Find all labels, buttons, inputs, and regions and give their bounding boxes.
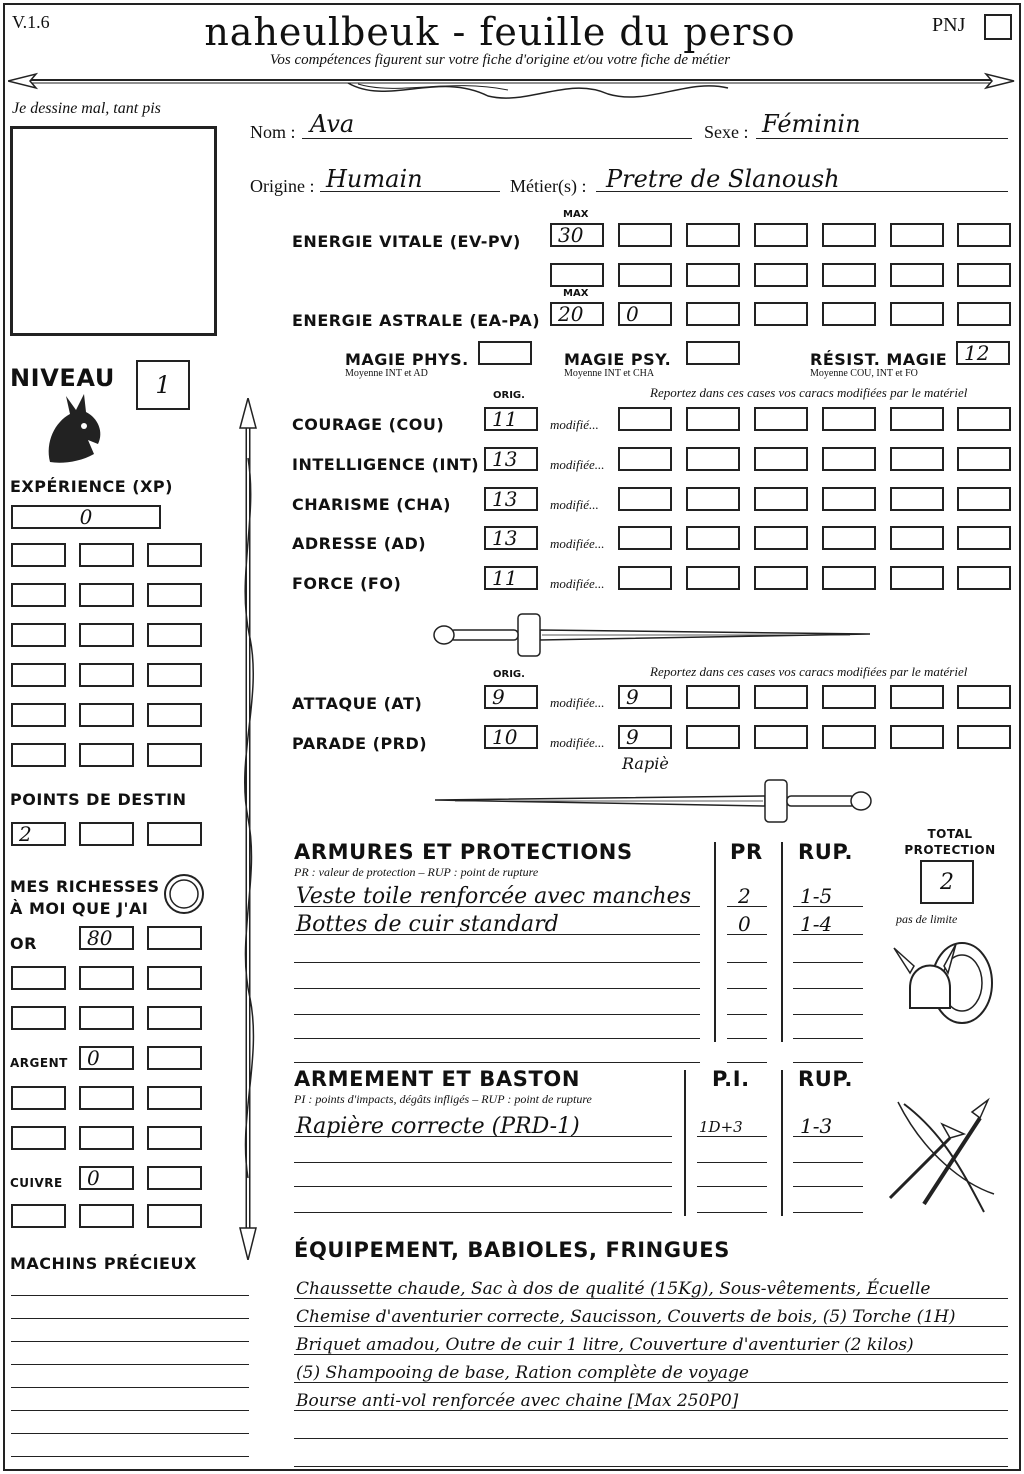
version-label: V.1.6 xyxy=(12,12,50,32)
stat-orig-1[interactable]: 13 xyxy=(484,447,538,471)
combat-mod-box-1-1[interactable] xyxy=(686,725,740,749)
armor-divider-1 xyxy=(714,842,716,1042)
stat-mod-box-3-0[interactable] xyxy=(618,526,672,550)
ev-box-0-0[interactable]: 30 xyxy=(550,223,604,247)
ea-box-5[interactable] xyxy=(890,302,944,326)
weapon-pi-line-2 xyxy=(697,1186,767,1187)
armor-title: ARMURES ET PROTECTIONS xyxy=(294,840,633,864)
weapons-rup-label: RUP. xyxy=(798,1067,854,1091)
armor-item-pr-1[interactable]: 0 xyxy=(738,912,751,936)
stat-mod-box-4-4[interactable] xyxy=(890,566,944,590)
money-box-7-0[interactable] xyxy=(11,1204,66,1228)
combat-mod-box-0-5[interactable] xyxy=(957,685,1011,709)
machins-label: MACHINS PRÉCIEUX xyxy=(10,1254,197,1273)
portrait-box[interactable] xyxy=(10,126,217,336)
stat-mod-box-1-5[interactable] xyxy=(957,447,1011,471)
stat-mod-box-3-3[interactable] xyxy=(822,526,876,550)
portrait-caption: Je dessine mal, tant pis xyxy=(12,100,161,117)
money-box-7-2[interactable] xyxy=(147,1204,202,1228)
ev-box-0-4[interactable] xyxy=(822,223,876,247)
money-box-5-2[interactable] xyxy=(147,1126,202,1150)
stat-mod-box-3-4[interactable] xyxy=(890,526,944,550)
combat-weapon-note: Rapiè xyxy=(622,754,669,773)
spear-icon xyxy=(228,398,268,1260)
stat-mod-box-2-0[interactable] xyxy=(618,487,672,511)
weapons-sub: PI : points d'impacts, dégâts infligés – RUP : point de rupture xyxy=(294,1092,592,1106)
money-box-7-1[interactable] xyxy=(79,1204,134,1228)
equip-text-4: Bourse anti-vol renforcée avec chaine [Max 250P0] xyxy=(296,1391,739,1411)
destin-box-3[interactable] xyxy=(147,822,202,846)
weapon-rup-line-1 xyxy=(793,1162,863,1163)
armor-pr-line-3 xyxy=(727,988,767,989)
equip-text-0: Chaussette chaude, Sac à dos de qualité (15Kg), Sous-vêtements, Écuelle xyxy=(296,1279,931,1299)
ea-box-0[interactable]: 20 xyxy=(550,302,604,326)
money-box-5-0[interactable] xyxy=(11,1126,66,1150)
armor-pr-label: PR xyxy=(730,840,763,864)
machins-line-0[interactable] xyxy=(11,1295,249,1296)
equip-text-3: (5) Shampooing de base, Ration complète de voyage xyxy=(296,1363,749,1383)
helmet-shield-icon xyxy=(890,928,1000,1028)
armor-item-name-1[interactable]: Bottes de cuir standard xyxy=(296,912,559,937)
money-box-4-1[interactable] xyxy=(79,1086,134,1110)
stat-mod-box-4-5[interactable] xyxy=(957,566,1011,590)
combat-mod-label-0: modifiée... xyxy=(550,695,605,710)
stat-mod-box-2-4[interactable] xyxy=(890,487,944,511)
armor-item-rup-1[interactable]: 1-4 xyxy=(800,912,833,936)
money-box-1-2[interactable] xyxy=(147,966,202,990)
xp-grid-box-5-2[interactable] xyxy=(147,743,202,767)
destin-box[interactable]: 2 xyxy=(11,822,66,846)
stat-mod-label-1: modifiée... xyxy=(550,457,605,472)
weapons-title: ARMEMENT ET BASTON xyxy=(294,1067,581,1091)
stat-mod-box-3-5[interactable] xyxy=(957,526,1011,550)
armor-rup-line-4 xyxy=(793,1014,863,1015)
xp-label: EXPÉRIENCE (XP) xyxy=(10,477,173,496)
origine-value[interactable]: Humain xyxy=(326,165,423,193)
armor-item-pr-0[interactable]: 2 xyxy=(738,884,751,908)
money-box-1-0[interactable] xyxy=(11,966,66,990)
sexe-line xyxy=(756,138,1008,139)
weapon-rup-line-3 xyxy=(793,1212,863,1213)
resist-magie-box[interactable]: 12 xyxy=(956,341,1010,365)
pnj-checkbox[interactable] xyxy=(984,14,1012,40)
xp-grid-box-5-1[interactable] xyxy=(79,743,134,767)
no-limit-label: pas de limite xyxy=(896,912,958,926)
stat-orig-2[interactable]: 13 xyxy=(484,487,538,511)
niveau-box[interactable]: 1 xyxy=(136,360,190,410)
magie-psy-sub: Moyenne INT et CHA xyxy=(564,368,655,379)
nom-label: Nom : xyxy=(250,122,296,142)
ea-box-1[interactable]: 0 xyxy=(618,302,672,326)
stat-mod-box-0-3[interactable] xyxy=(822,407,876,431)
xp-grid-box-4-2[interactable] xyxy=(147,703,202,727)
combat-orig-0[interactable]: 9 xyxy=(484,685,538,709)
combat-label-0: ATTAQUE (AT) xyxy=(292,694,423,713)
xp-grid-box-2-2[interactable] xyxy=(147,623,202,647)
stat-orig-3[interactable]: 13 xyxy=(484,526,538,550)
money-box-2-0[interactable] xyxy=(11,1006,66,1030)
weapons-divider-1 xyxy=(684,1070,686,1216)
nom-value[interactable]: Ava xyxy=(310,110,355,138)
armor-line-2 xyxy=(294,962,700,963)
stat-mod-box-4-2[interactable] xyxy=(754,566,808,590)
stat-mod-box-1-0[interactable] xyxy=(618,447,672,471)
stat-mod-box-2-3[interactable] xyxy=(822,487,876,511)
stat-label-4: FORCE (FO) xyxy=(292,574,402,593)
magie-phys-box[interactable] xyxy=(478,341,532,365)
armor-line-6 xyxy=(294,1062,700,1063)
magie-phys-sub: Moyenne INT et AD xyxy=(345,368,428,379)
sexe-value[interactable]: Féminin xyxy=(762,110,861,138)
armor-line-5 xyxy=(294,1038,700,1039)
resist-magie-sub: Moyenne COU, INT et FO xyxy=(810,368,918,379)
armor-rup-line-3 xyxy=(793,988,863,989)
stat-label-3: ADRESSE (AD) xyxy=(292,534,427,553)
nom-line xyxy=(302,138,692,139)
stat-mod-box-4-1[interactable] xyxy=(686,566,740,590)
weapons-icon xyxy=(884,1094,1006,1218)
sword-icon xyxy=(430,612,875,658)
stat-mod-box-4-0[interactable] xyxy=(618,566,672,590)
armor-divider-2 xyxy=(781,842,783,1042)
sword-icon-2 xyxy=(430,778,875,824)
stat-label-1: INTELLIGENCE (INT) xyxy=(292,455,480,474)
metier-label: Métier(s) : xyxy=(510,176,587,196)
armor-line-4 xyxy=(294,1014,700,1015)
stat-mod-box-0-4[interactable] xyxy=(890,407,944,431)
money-box-5-1[interactable] xyxy=(79,1126,134,1150)
money-box-4-0[interactable] xyxy=(11,1086,66,1110)
stat-label-0: COURAGE (COU) xyxy=(292,415,445,434)
stat-mod-box-1-1[interactable] xyxy=(686,447,740,471)
xp-grid-box-4-1[interactable] xyxy=(79,703,134,727)
ea-box-4[interactable] xyxy=(822,302,876,326)
combat-orig-1[interactable]: 10 xyxy=(484,725,538,749)
armor-pr-line-4 xyxy=(727,1014,767,1015)
combat-orig-label: ORIG. xyxy=(493,669,525,680)
stat-mod-box-0-0[interactable] xyxy=(618,407,672,431)
machins-line-5[interactable] xyxy=(11,1410,249,1411)
armor-pr-line-6 xyxy=(727,1062,767,1063)
money-box-3-2[interactable] xyxy=(147,1046,202,1070)
xp-grid-box-0-1[interactable] xyxy=(79,543,134,567)
argent-label: ARGENT xyxy=(10,1056,68,1070)
xp-grid-box-4-0[interactable] xyxy=(11,703,66,727)
total-protection-label: TOTAL PROTECTION xyxy=(904,827,996,857)
armor-rup-line-5 xyxy=(793,1038,863,1039)
richesses-label: MES RICHESSES À MOI QUE J'AI xyxy=(10,877,160,918)
total-protection-box[interactable]: 2 xyxy=(920,860,974,904)
dragon-icon xyxy=(40,392,106,466)
armor-rup-line-2 xyxy=(793,962,863,963)
ea-label: ENERGIE ASTRALE (EA-PA) xyxy=(292,311,541,330)
armor-pr-line-5 xyxy=(727,1038,767,1039)
stat-orig-4[interactable]: 11 xyxy=(484,566,538,590)
machins-line-4[interactable] xyxy=(11,1387,249,1388)
stat-mod-box-0-2[interactable] xyxy=(754,407,808,431)
destin-label: POINTS DE DESTIN xyxy=(10,790,187,809)
weapon-line-3 xyxy=(294,1212,672,1213)
ev-box-0-2[interactable] xyxy=(686,223,740,247)
ea-box-6[interactable] xyxy=(957,302,1011,326)
combat-mod-box-0-1[interactable] xyxy=(686,685,740,709)
ev-box-1-3[interactable] xyxy=(754,263,808,287)
cuivre-label: CUIVRE xyxy=(10,1176,63,1190)
resist-magie-label: RÉSIST. MAGIE xyxy=(810,350,948,369)
stat-mod-box-3-2[interactable] xyxy=(754,526,808,550)
stat-mod-label-2: modifié... xyxy=(550,497,599,512)
stat-mod-box-0-5[interactable] xyxy=(957,407,1011,431)
magie-phys-label: MAGIE PHYS. xyxy=(345,350,469,369)
armor-line-3 xyxy=(294,988,700,989)
stat-mod-box-2-5[interactable] xyxy=(957,487,1011,511)
orig-label: ORIG. xyxy=(493,390,525,401)
page-title: naheulbeuk - feuille du perso xyxy=(204,10,796,54)
combat-mod-box-1-0[interactable]: 9 xyxy=(618,725,672,749)
stat-mod-box-3-1[interactable] xyxy=(686,526,740,550)
machins-line-2[interactable] xyxy=(11,1341,249,1342)
weapons-divider-2 xyxy=(781,1070,783,1216)
xp-grid-box-1-1[interactable] xyxy=(79,583,134,607)
destin-box-2[interactable] xyxy=(79,822,134,846)
armor-rup-line-6 xyxy=(793,1062,863,1063)
ea-max-label: MAX xyxy=(563,288,589,299)
magie-psy-box[interactable] xyxy=(686,341,740,365)
money-box-2-1[interactable] xyxy=(79,1006,134,1030)
ea-box-2[interactable] xyxy=(686,302,740,326)
money-box-6-1[interactable]: 0 xyxy=(79,1166,134,1190)
weapons-pi-label: P.I. xyxy=(712,1067,750,1091)
xp-grid-box-0-2[interactable] xyxy=(147,543,202,567)
money-box-0-2[interactable] xyxy=(147,926,202,950)
combat-mod-box-0-4[interactable] xyxy=(890,685,944,709)
xp-grid-box-0-0[interactable] xyxy=(11,543,66,567)
machins-line-6[interactable] xyxy=(11,1433,249,1434)
armor-item-rup-0[interactable]: 1-5 xyxy=(800,884,833,908)
combat-note: Reportez dans ces cases vos caracs modifiées par le matériel xyxy=(650,664,968,679)
machins-line-3[interactable] xyxy=(11,1364,249,1365)
xp-grid-box-1-2[interactable] xyxy=(147,583,202,607)
or-label: OR xyxy=(10,934,37,953)
ev-box-0-5[interactable] xyxy=(890,223,944,247)
armor-item-name-0[interactable]: Veste toile renforcée avec manches xyxy=(296,884,691,909)
equip-line-6[interactable] xyxy=(294,1466,1008,1467)
weapon-pi-line-0 xyxy=(697,1136,767,1137)
xp-grid-box-2-1[interactable] xyxy=(79,623,134,647)
combat-mod-box-0-3[interactable] xyxy=(822,685,876,709)
stat-mod-box-1-2[interactable] xyxy=(754,447,808,471)
machins-line-7[interactable] xyxy=(11,1456,249,1457)
pnj-label: PNJ xyxy=(932,14,966,36)
equipment-title: ÉQUIPEMENT, BABIOLES, FRINGUES xyxy=(294,1238,730,1262)
niveau-label: NIVEAU xyxy=(10,364,115,392)
stat-mod-box-1-3[interactable] xyxy=(822,447,876,471)
stats-note: Reportez dans ces cases vos caracs modifiées par le matériel xyxy=(650,385,968,400)
money-box-3-1[interactable]: 0 xyxy=(79,1046,134,1070)
weapon-line-2 xyxy=(294,1186,672,1187)
xp-grid-box-3-0[interactable] xyxy=(11,663,66,687)
armor-pr-line-2 xyxy=(727,962,767,963)
ea-box-3[interactable] xyxy=(754,302,808,326)
money-box-0-1[interactable]: 80 xyxy=(79,926,134,950)
ev-box-1-4[interactable] xyxy=(822,263,876,287)
ev-max-label: MAX xyxy=(563,209,589,220)
stat-mod-box-2-1[interactable] xyxy=(686,487,740,511)
stat-mod-label-3: modifiée... xyxy=(550,536,605,551)
weapon-pi-line-1 xyxy=(697,1162,767,1163)
ev-box-1-5[interactable] xyxy=(890,263,944,287)
stat-mod-box-2-2[interactable] xyxy=(754,487,808,511)
page-subtitle: Vos compétences figurent sur votre fiche d'origine et/ou votre fiche de métier xyxy=(269,52,731,68)
combat-mod-box-1-3[interactable] xyxy=(822,725,876,749)
weapon-line-1 xyxy=(294,1162,672,1163)
ev-box-1-0[interactable] xyxy=(550,263,604,287)
combat-mod-box-0-2[interactable] xyxy=(754,685,808,709)
combat-mod-box-1-2[interactable] xyxy=(754,725,808,749)
xp-grid-box-3-2[interactable] xyxy=(147,663,202,687)
ev-box-0-1[interactable] xyxy=(618,223,672,247)
xp-grid-box-5-0[interactable] xyxy=(11,743,66,767)
sexe-label: Sexe : xyxy=(704,122,749,142)
magie-psy-label: MAGIE PSY. xyxy=(564,350,672,369)
weapon-item-rup-0[interactable]: 1-3 xyxy=(800,1114,833,1138)
combat-mod-label-1: modifiée... xyxy=(550,735,605,750)
money-box-2-2[interactable] xyxy=(147,1006,202,1030)
stat-label-2: CHARISME (CHA) xyxy=(292,495,451,514)
origine-label: Origine : xyxy=(250,176,315,196)
equip-line-5[interactable] xyxy=(294,1438,1008,1439)
combat-mod-box-1-4[interactable] xyxy=(890,725,944,749)
coin-icon xyxy=(162,872,206,916)
combat-label-1: PARADE (PRD) xyxy=(292,734,428,753)
combat-mod-box-1-5[interactable] xyxy=(957,725,1011,749)
armor-sub: PR : valeur de protection – RUP : point de rupture xyxy=(294,865,539,879)
machins-line-1[interactable] xyxy=(11,1318,249,1319)
equip-text-2: Briquet amadou, Outre de cuir 1 litre, Couverture d'aventurier (2 kilos) xyxy=(296,1335,914,1355)
ev-box-1-1[interactable] xyxy=(618,263,672,287)
xp-grid-box-1-0[interactable] xyxy=(11,583,66,607)
ev-box-0-6[interactable] xyxy=(957,223,1011,247)
stat-mod-box-0-1[interactable] xyxy=(686,407,740,431)
money-box-6-2[interactable] xyxy=(147,1166,202,1190)
metier-value[interactable]: Pretre de Slanoush xyxy=(606,165,840,193)
weapon-pi-line-3 xyxy=(697,1212,767,1213)
ev-box-1-2[interactable] xyxy=(686,263,740,287)
weapon-item-pi-0[interactable]: 1D+3 xyxy=(699,1118,743,1136)
stat-mod-box-4-3[interactable] xyxy=(822,566,876,590)
money-box-1-1[interactable] xyxy=(79,966,134,990)
xp-box[interactable]: 0 xyxy=(11,505,161,529)
ev-box-0-3[interactable] xyxy=(754,223,808,247)
ev-box-1-6[interactable] xyxy=(957,263,1011,287)
xp-grid-box-3-1[interactable] xyxy=(79,663,134,687)
stat-orig-0[interactable]: 11 xyxy=(484,407,538,431)
weapon-item-name-0[interactable]: Rapière correcte (PRD-1) xyxy=(296,1114,580,1139)
weapon-rup-line-2 xyxy=(793,1186,863,1187)
stat-mod-label-0: modifié... xyxy=(550,417,599,432)
armor-rup-label: RUP. xyxy=(798,840,854,864)
money-box-4-2[interactable] xyxy=(147,1086,202,1110)
combat-mod-box-0-0[interactable]: 9 xyxy=(618,685,672,709)
stat-mod-label-4: modifiée... xyxy=(550,576,605,591)
ev-label: ENERGIE VITALE (EV-PV) xyxy=(292,232,521,251)
stat-mod-box-1-4[interactable] xyxy=(890,447,944,471)
equip-text-1: Chemise d'aventurier correcte, Saucisson, Couverts de bois, (5) Torche (1H) xyxy=(296,1307,956,1327)
xp-grid-box-2-0[interactable] xyxy=(11,623,66,647)
